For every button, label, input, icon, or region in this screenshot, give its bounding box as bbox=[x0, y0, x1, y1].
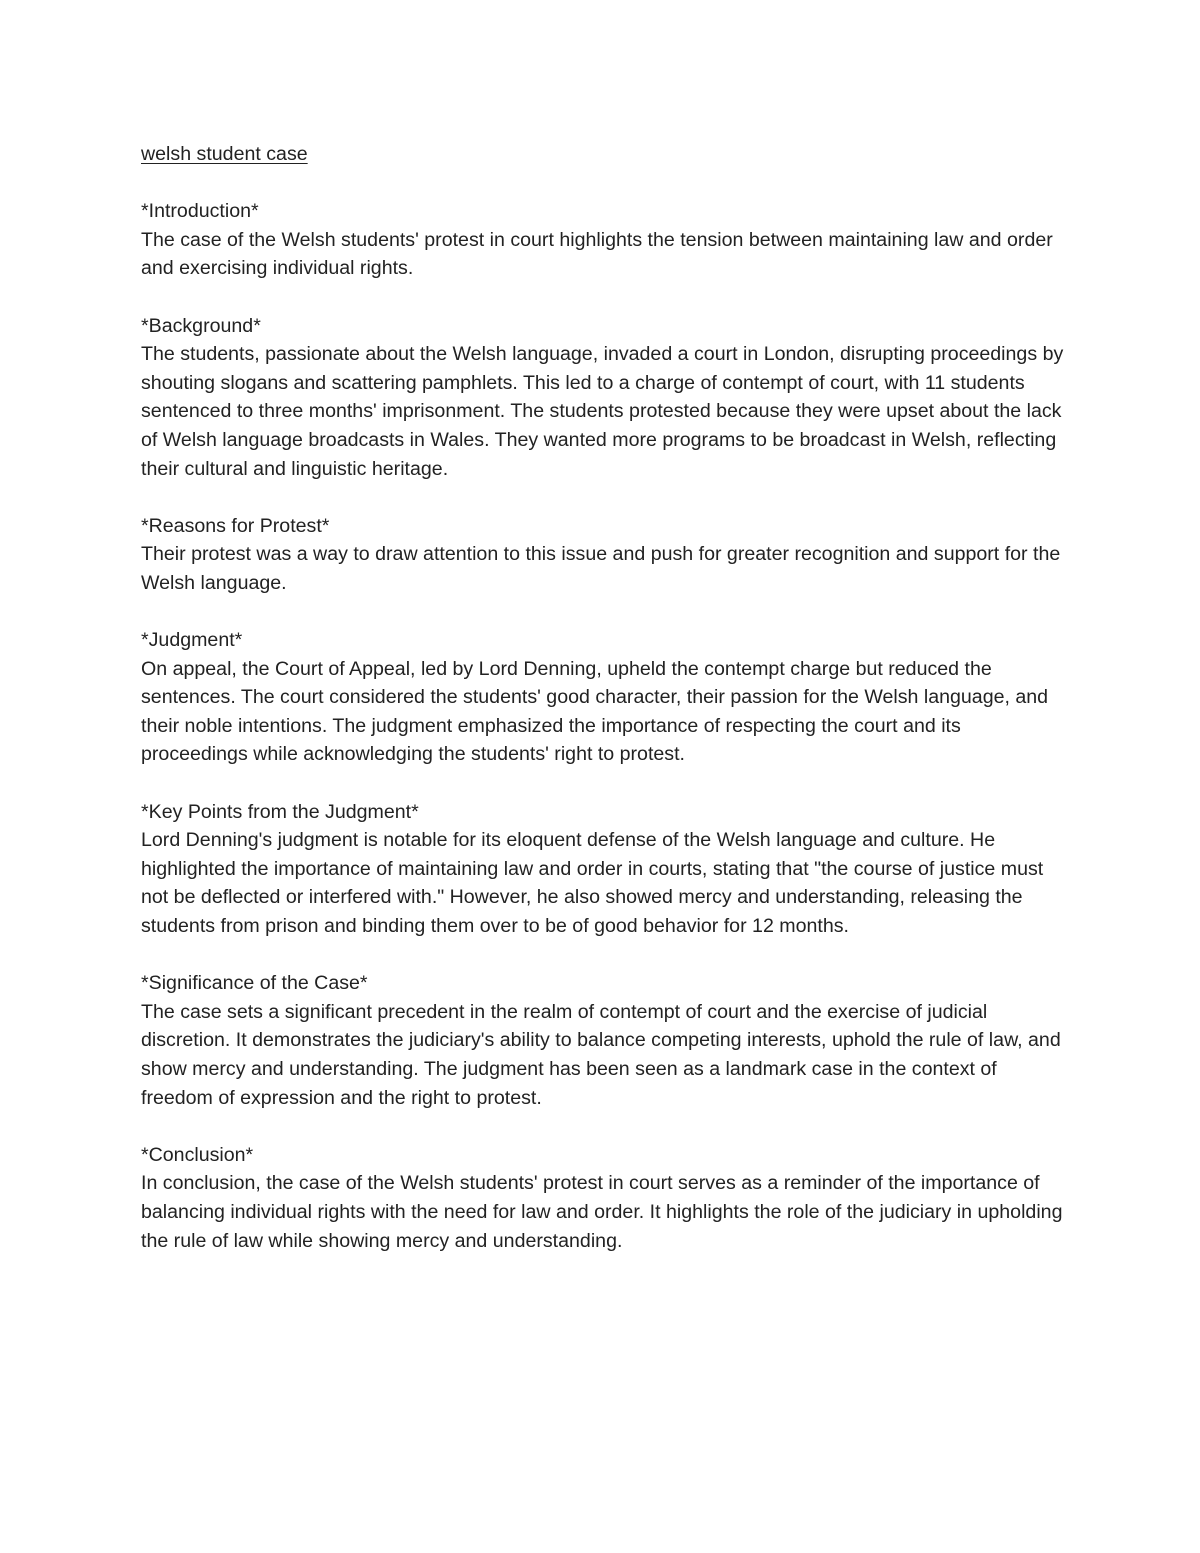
section-heading: *Judgment* bbox=[141, 629, 243, 652]
section-heading: *Significance of the Case* bbox=[141, 972, 368, 995]
section-heading: *Background* bbox=[141, 314, 261, 337]
section-body: The case of the Welsh students' protest in court highlights the tension between maintaining law and order and exercising individual rights. bbox=[141, 228, 1053, 280]
document-content bbox=[141, 140, 1071, 1284]
section-key-points bbox=[141, 798, 1071, 941]
section-heading: *Key Points from the Judgment* bbox=[141, 800, 419, 823]
section-body: The case sets a significant precedent in the realm of contempt of court and the exercise of judicial discretion. It demonstrates the judiciary's ability to balance competing interests, uphold the rule of law, and show mercy and understanding. The judgment has been seen as a landmark case in the context of freedom of expression and the right to protest. bbox=[141, 1000, 1061, 1109]
section-body: In conclusion, the case of the Welsh students' protest in court serves as a reminder of the importance of balancing individual rights with the need for law and order. It highlights the role of the judiciary in upholding the rule of law while showing mercy and understanding. bbox=[141, 1172, 1063, 1252]
section-introduction bbox=[141, 197, 1071, 283]
section-significance bbox=[141, 969, 1071, 1112]
section-body: Lord Denning's judgment is notable for its eloquent defense of the Welsh language and culture. He highlighted the importance of maintaining law and order in courts, stating that "the course of justice must not be deflected or interfered with." However, he also showed mercy and understanding, releasing the students from prison and binding them over to be of good behavior for 12 months. bbox=[141, 829, 1044, 938]
document-title: welsh student case bbox=[141, 143, 308, 165]
section-reasons-for-protest bbox=[141, 512, 1071, 598]
section-body: The students, passionate about the Welsh language, invaded a court in London, disrupting proceedings by shouting slogans and scattering pamphlets. This led to a charge of contempt of court, with 11 students sentenced to three months' imprisonment. The students protested because they were upset about the lack of Welsh language broadcasts in Wales. They wanted more programs to be broadcast in Welsh, reflecting their cultural and linguistic heritage. bbox=[141, 343, 1064, 480]
section-heading: *Reasons for Protest* bbox=[141, 514, 330, 537]
section-body: On appeal, the Court of Appeal, led by Lord Denning, upheld the contempt charge but reduced the sentences. The court considered the students' good character, their passion for the Welsh language, and their noble intentions. The judgment emphasized the importance of respecting the court and its proceedings while acknowledging the students' right to protest. bbox=[141, 657, 1049, 766]
section-judgment bbox=[141, 626, 1071, 769]
section-heading: *Introduction* bbox=[141, 200, 259, 223]
section-heading: *Conclusion* bbox=[141, 1143, 254, 1166]
section-conclusion bbox=[141, 1141, 1071, 1255]
section-background bbox=[141, 312, 1071, 484]
section-body: Their protest was a way to draw attention to this issue and push for greater recognition and support for the Welsh language. bbox=[141, 543, 1061, 594]
